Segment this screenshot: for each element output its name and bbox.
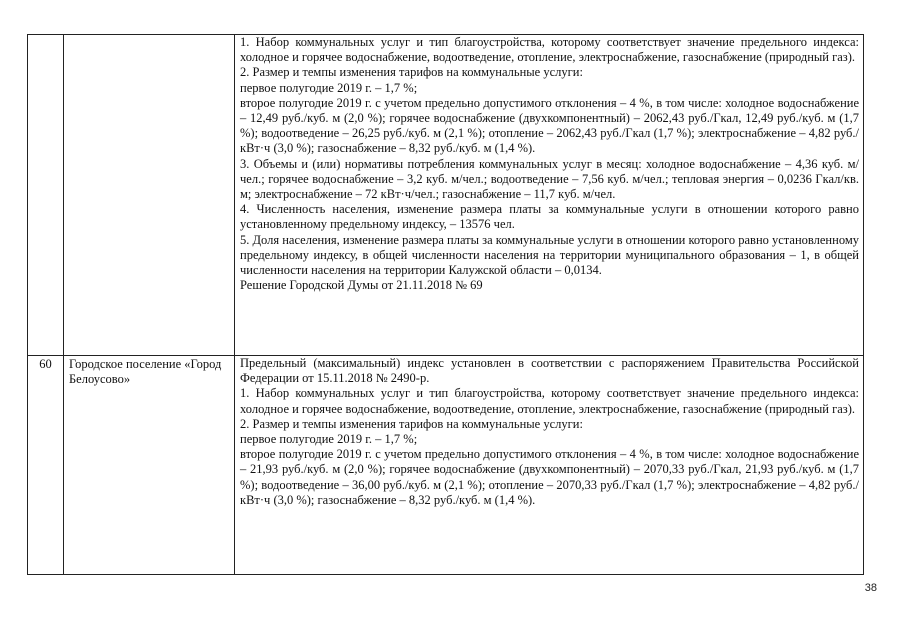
paragraph: второе полугодие 2019 г. с учетом предельно допустимого отклонения – 4 %, в том числе: холодное водоснабжение – 21,93 руб./куб. м (2,0 %); горячее водоснабжение (двухкомпонентный) – 2070,33 руб./Гкал, 21,93 руб./куб. м (1,7 %); водоотведение – 36,00 руб./куб. м (2,1 %); отопление – 2070,33 руб./Гкал (1,7 %); электроснабжение – 4,82 руб./кВт·ч (3,0 %); газоснабжение – 8,32 руб./куб. м (1,4 %). [240, 447, 859, 507]
municipality-name-cell: Городское поселение «Город Белоусово» [64, 356, 235, 575]
index-table [27, 34, 864, 575]
paragraph: первое полугодие 2019 г. – 1,7 %; [240, 80, 418, 95]
paragraph: второе полугодие 2019 г. с учетом предельно допустимого отклонения – 4 %, в том числе: холодное водоснабжение – 12,49 руб./куб. м (2,0 %); горячее водоснабжение (двухкомпонентный) – 2062,43 руб./Гкал, 12,49 руб./куб. м (1,7 %); водоотведение – 26,25 руб./куб. м (2,1 %); отопление – 2062,43 руб./Гкал (1,7 %); электроснабжение – 4,82 руб./кВт·ч (3,0 %); газоснабжение – 8,32 руб./куб. м (1,4 %). [240, 95, 859, 156]
paragraph: Предельный (максимальный) индекс установлен в соответствии с распоряжением Правительства Российской Федерации от 15.11.2018 № 2490-р. [240, 356, 859, 386]
paragraph: 1. Набор коммунальных услуг и тип благоустройства, которому соответствует значение предельного индекса: холодное и горячее водоснабжение, водоотведение, отопление, электроснабжение, газоснабжение (природный газ). [240, 386, 859, 416]
municipality-name-cell [64, 35, 235, 356]
paragraph: 2. Размер и темпы изменения тарифов на коммунальные услуги: [240, 65, 583, 80]
decision-reference: Решение Городской Думы от 21.11.2018 № 69 [240, 278, 483, 293]
index-description-cell [235, 35, 864, 356]
table-row [28, 356, 864, 575]
paragraph: 5. Доля населения, изменение размера платы за коммунальные услуги в отношении которого равно установленному предельному индексу, в общей численности населения на территории муниципального образования – 1, в общей численности населения на территории Калужской области – 0,0134. [240, 232, 859, 278]
index-description-cell [235, 356, 864, 575]
paragraph: первое полугодие 2019 г. – 1,7 %; [240, 432, 418, 447]
row-number-cell [28, 35, 64, 356]
page-number: 38 [864, 582, 877, 594]
paragraph: 4. Численность населения, изменение размера платы за коммунальные услуги в отношении которого равно установленному предельному индексу, – 13576 чел. [240, 202, 859, 232]
paragraph: 2. Размер и темпы изменения тарифов на коммунальные услуги: [240, 416, 583, 431]
paragraph: 3. Объемы и (или) нормативы потребления коммунальных услуг в месяц: холодное водоснабжение – 4,36 куб. м/чел.; горячее водоснабжение – 3,2 куб. м/чел.; водоотведение – 7,56 куб. м/чел.; тепловая энергия – 0,0236 Гкал/кв. м; электроснабжение – 72 кВт·ч/чел.; газоснабжение – 11,7 куб. м/чел. [240, 156, 859, 202]
paragraph: 1. Набор коммунальных услуг и тип благоустройства, которому соответствует значение предельного индекса: холодное и горячее водоснабжение, водоотведение, отопление, электроснабжение, газоснабжение (природный газ). [240, 35, 859, 65]
row-number-cell: 60 [28, 356, 64, 575]
table-row [28, 35, 864, 356]
